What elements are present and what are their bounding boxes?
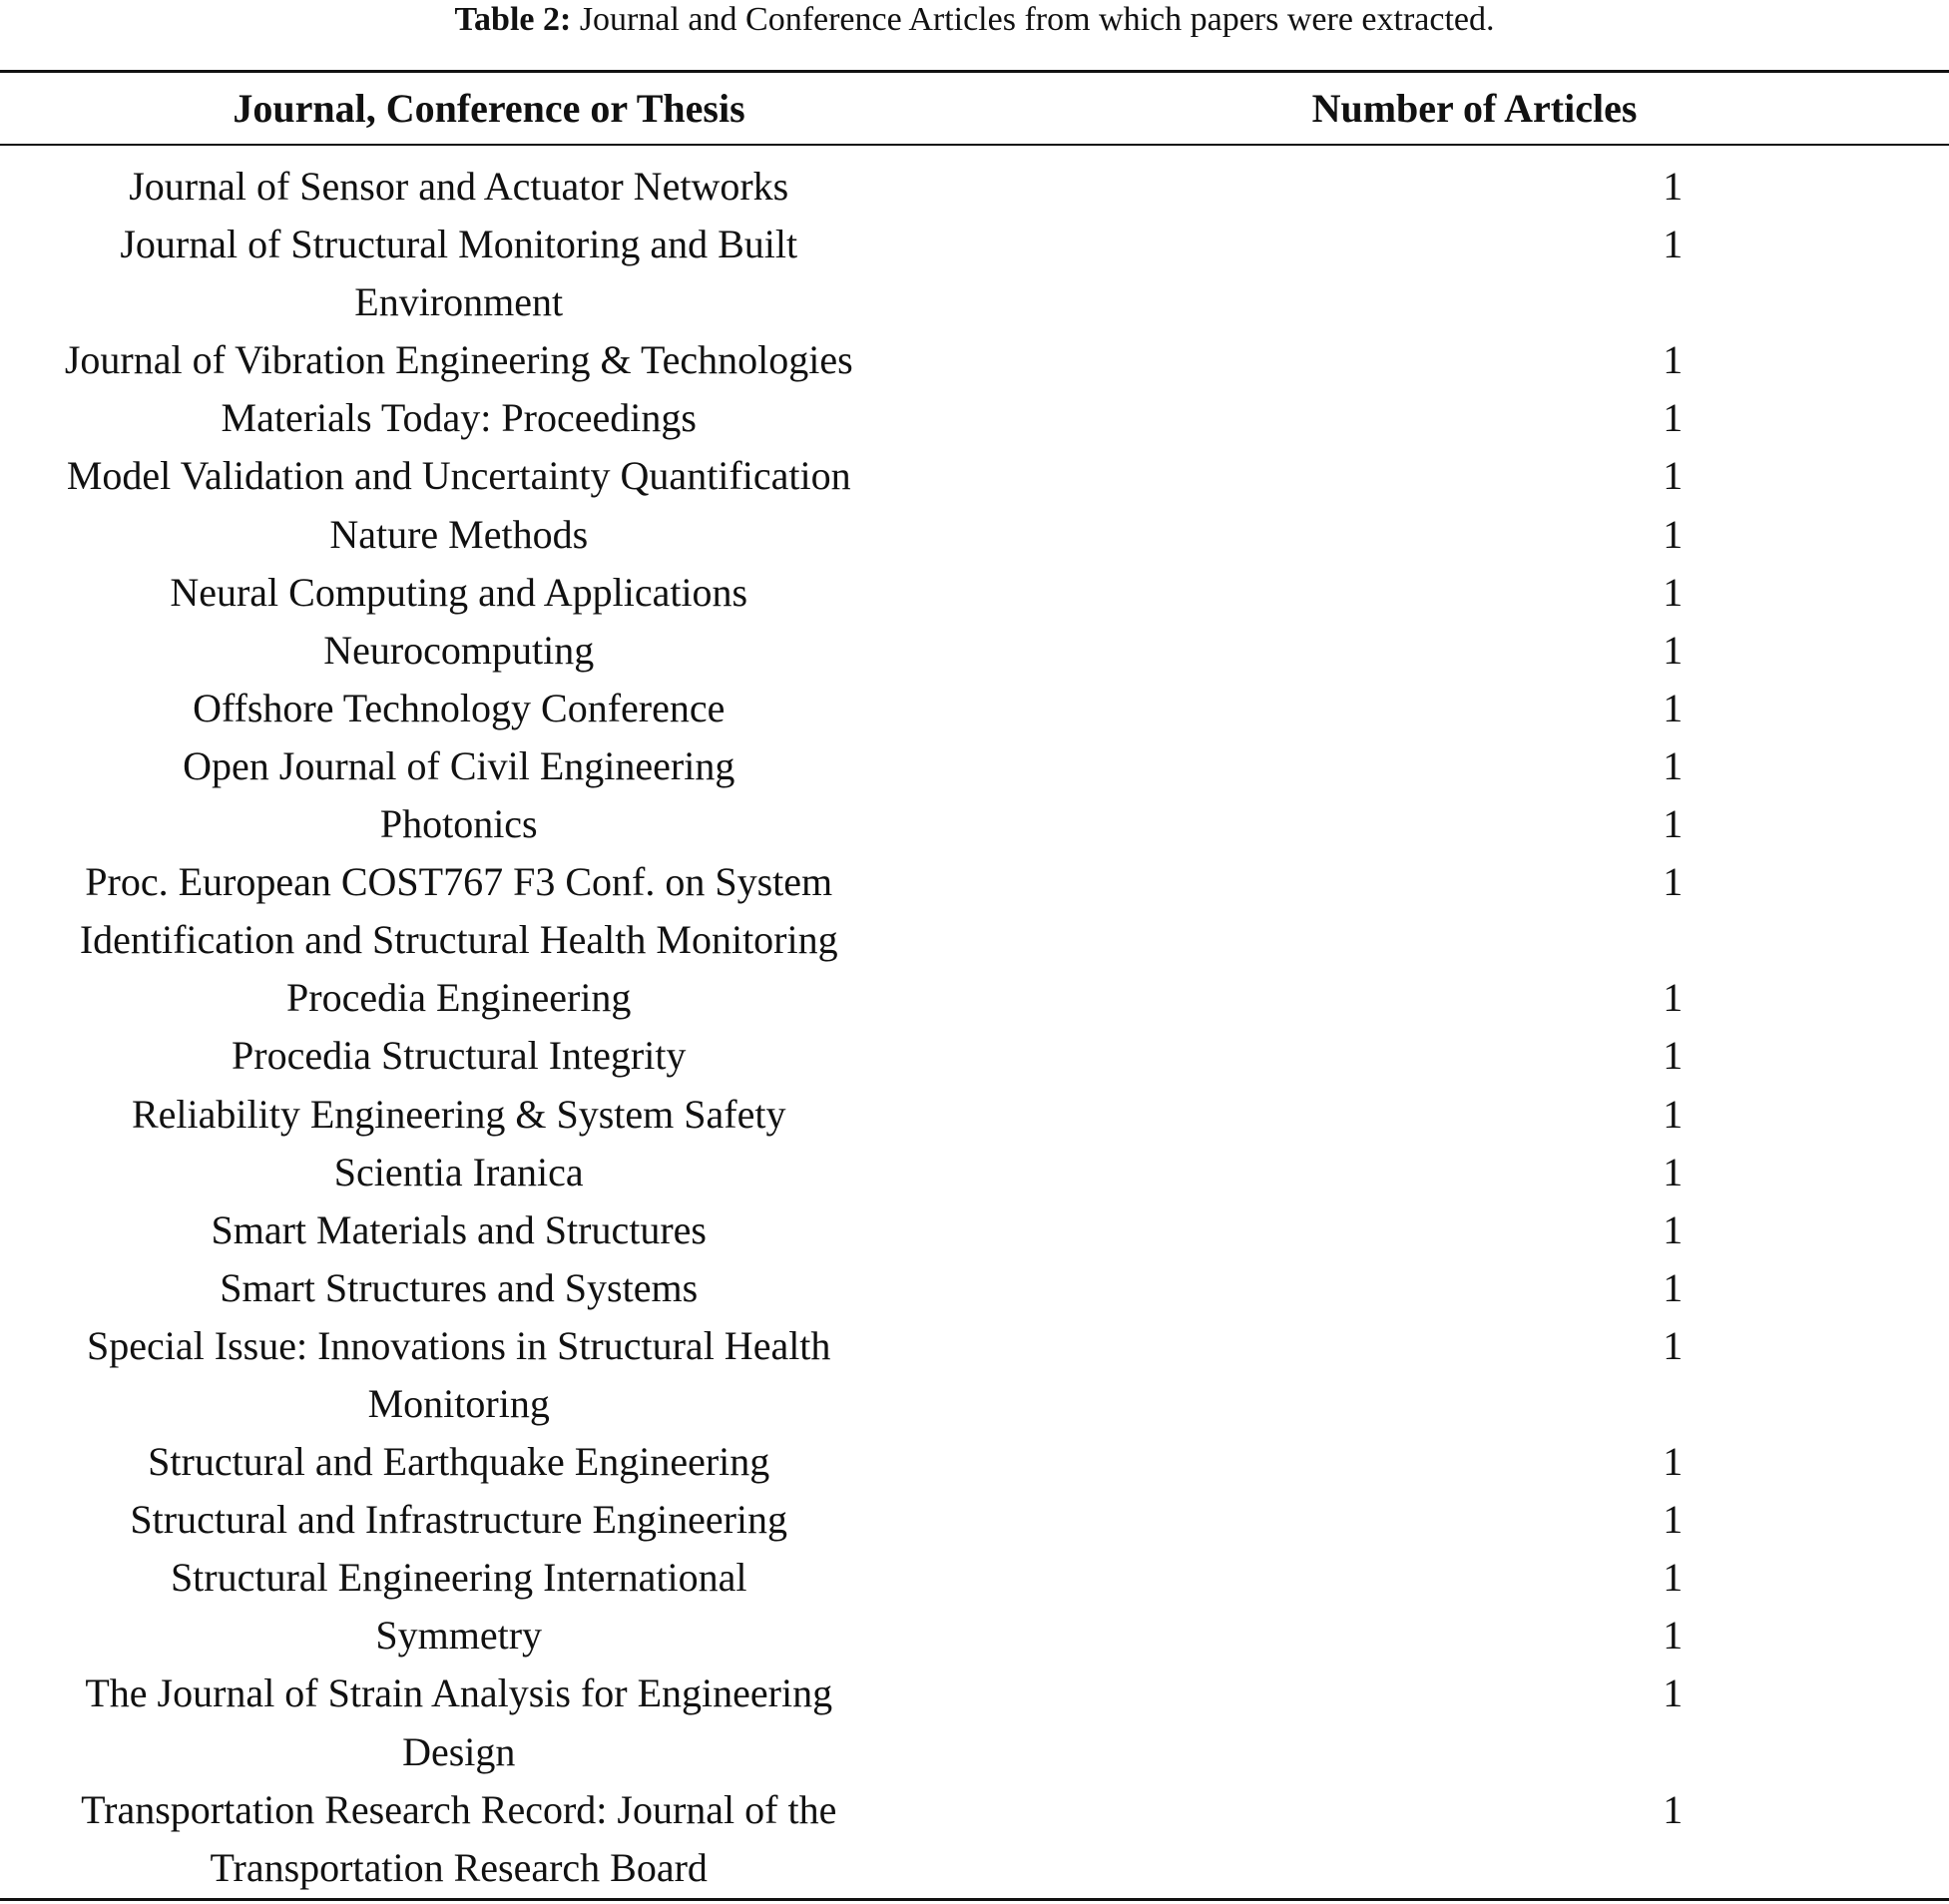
table-row [0,1781,1949,1897]
source-line: Symmetry [375,1613,543,1659]
source-line: Offshore Technology Conference [193,685,726,730]
source-line: Transportation Research Record: Journal of the [81,1786,837,1832]
source-cell [0,564,917,622]
table-caption-label: Table 2: [454,1,572,38]
table-row [0,1259,1949,1317]
source-line: Journal of Sensor and Actuator Networks [129,164,789,209]
source-line: Smart Structures and Systems [220,1264,699,1310]
count-cell: 1 [1663,1613,1684,1659]
count-cell: 1 [1663,1033,1684,1079]
source-cell [0,389,917,447]
source-cell [0,1607,917,1665]
count-cell: 1 [1663,685,1684,730]
table-row [0,1491,1949,1549]
count-cell: 1 [1663,1670,1684,1716]
source-cell [0,680,917,737]
source-line: Model Validation and Uncertainty Quantification [66,453,851,499]
table-row [0,1201,1949,1259]
count-cell: 1 [1663,395,1684,441]
table-header-rule [0,144,1949,146]
source-line: Nature Methods [329,511,589,557]
table-row [0,1549,1949,1607]
source-line: Reliability Engineering & System Safety [132,1091,786,1137]
table-row [0,1086,1949,1144]
source-line: Environment [354,279,564,325]
count-cell: 1 [1663,627,1684,673]
source-line: Design [402,1728,516,1774]
count-cell: 1 [1663,975,1684,1021]
source-cell [0,1665,917,1780]
source-cell [0,795,917,853]
count-cell: 1 [1663,1786,1684,1832]
source-cell [0,216,917,331]
count-cell: 1 [1663,222,1684,267]
source-line: Neurocomputing [323,627,595,673]
count-cell: 1 [1663,801,1684,847]
count-cell: 1 [1663,742,1684,788]
table-row [0,1433,1949,1491]
table-body [0,158,1949,1897]
source-line: Materials Today: Proceedings [221,395,697,441]
count-cell: 1 [1663,1555,1684,1601]
count-cell: 1 [1663,1497,1684,1543]
count-cell: 1 [1663,511,1684,557]
source-line: Journal of Structural Monitoring and Built [120,222,798,267]
header-count: Number of Articles [1311,86,1638,131]
source-line: Open Journal of Civil Engineering [183,742,735,788]
table-row [0,1665,1949,1780]
source-line: Neural Computing and Applications [170,569,748,615]
table-row [0,447,1949,505]
table-caption-text: Journal and Conference Articles from which papers were extracted. [579,1,1495,38]
source-line: Structural Engineering International [170,1555,747,1601]
table-row [0,158,1949,216]
count-cell: 1 [1663,1091,1684,1137]
count-cell: 1 [1663,337,1684,383]
table-row [0,795,1949,853]
count-cell: 1 [1663,1322,1684,1368]
source-line: Procedia Structural Integrity [232,1033,687,1079]
table-row [0,1317,1949,1433]
source-line: Proc. European COST767 F3 Conf. on System [85,859,833,905]
source-cell [0,1491,917,1549]
count-cell: 1 [1663,1439,1684,1485]
table-row [0,622,1949,680]
count-cell: 1 [1663,453,1684,499]
table-row [0,216,1949,331]
source-line: Structural and Earthquake Engineering [148,1439,770,1485]
table-row [0,1144,1949,1201]
source-cell [0,622,917,680]
table-row [0,331,1949,389]
table-row [0,506,1949,564]
source-cell [0,1086,917,1144]
table-caption [0,0,1949,42]
source-line: Special Issue: Innovations in Structural Health [87,1322,831,1368]
count-cell: 1 [1663,164,1684,209]
source-line: Smart Materials and Structures [211,1206,707,1252]
table-row [0,853,1949,969]
source-cell [0,506,917,564]
header-source: Journal, Conference or Thesis [233,86,745,131]
source-cell [0,1144,917,1201]
source-cell [0,1259,917,1317]
source-cell [0,1201,917,1259]
table-row [0,1027,1949,1085]
source-cell [0,1781,917,1897]
source-line: Procedia Engineering [286,975,632,1021]
count-cell: 1 [1663,1149,1684,1194]
source-cell [0,447,917,505]
source-line: Photonics [379,801,538,847]
source-line: Transportation Research Board [210,1844,708,1890]
source-cell [0,331,917,389]
table-row [0,389,1949,447]
source-line: Journal of Vibration Engineering & Technologies [64,337,853,383]
count-cell: 1 [1663,859,1684,905]
source-cell [0,1027,917,1085]
source-cell [0,158,917,216]
count-cell: 1 [1663,569,1684,615]
source-line: Monitoring [367,1380,550,1426]
source-cell [0,737,917,795]
source-line: The Journal of Strain Analysis for Engineering [85,1670,833,1716]
table-row [0,1607,1949,1665]
table-row [0,564,1949,622]
table-row [0,737,1949,795]
source-cell [0,853,917,969]
table-row [0,680,1949,737]
table-top-rule [0,70,1949,73]
table-bottom-rule [0,1898,1949,1901]
count-cell: 1 [1663,1206,1684,1252]
count-cell: 1 [1663,1264,1684,1310]
source-line: Structural and Infrastructure Engineering [130,1497,788,1543]
table-row [0,969,1949,1027]
table-header-row [0,84,1949,134]
source-cell [0,1317,917,1433]
source-cell [0,969,917,1027]
source-cell [0,1549,917,1607]
source-cell [0,1433,917,1491]
source-line: Identification and Structural Health Monitoring [79,917,838,963]
source-line: Scientia Iranica [333,1149,584,1194]
